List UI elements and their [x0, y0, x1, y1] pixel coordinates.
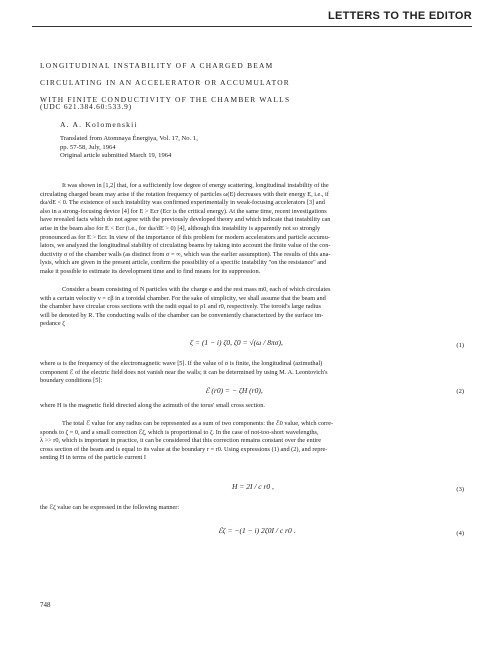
text-line: where ω is the frequency of the electromagnetic wave [5]. If the value of σ is finite, the longitudinal (azimuthal)	[40, 360, 323, 367]
header-rule	[32, 26, 472, 27]
text-line: lators, we analyzed the longitudinal stability of circulating beams by taking into account the finite value of the con-	[40, 242, 331, 250]
text-line: boundary conditions [5]:	[40, 377, 103, 385]
text-line: arise in the beam also for E < Ecr (i.e., for dω/dE > 0) [4], although this instability is apparently not so strongly	[40, 224, 321, 232]
text-line: the chamber have circular cross sections with the radii equal to ρ1 and r0, respectively. The toroid's large radius	[40, 303, 321, 311]
text-line: circulating charged beam may arise if the rotation frequency of particles ω(E) decreases with their energy E, i.e., if	[40, 190, 329, 198]
text-line: dω/dE < 0. The existence of such instability was confirmed experimentally in weak-focusing accelerators [3] and	[40, 199, 325, 207]
text-line: also in a strong-focusing device [4] for E > Ecr (Ecr is the critical energy). At the same time, recent investigations	[40, 207, 327, 215]
equation-3: H = 2I / c r0 ,	[232, 482, 274, 491]
equation-number: (2)	[456, 388, 464, 395]
text-line: have revealed facts which do not agree with the previously developed theory and which indicate that instability can	[40, 216, 331, 224]
equation-number: (3)	[456, 486, 464, 493]
udc-code: (UDC 621.384.60:533.9)	[40, 102, 132, 111]
equation-number: (1)	[456, 342, 464, 349]
equation-number: (4)	[456, 530, 464, 537]
title-line: LONGITUDINAL INSTABILITY OF A CHARGED BEAM	[40, 61, 274, 70]
text-line: make it possible to estimate its development time and to find means for its suppression.	[40, 267, 261, 275]
text-line: The total ℰ value for any radius can be represented as a sum of two components: the ℰ0 value, which corre-	[62, 420, 334, 427]
text-line: with a certain velocity v = cβ in a toroidal chamber. For the sake of simplicity, we shall assume that the beam and	[40, 294, 326, 302]
text-line: sponds to ζ = 0, and a small correction ℰζ, which is proportional to ζ. In the case of not-too-short wavelengths,	[40, 428, 319, 436]
section-header: LETTERS TO THE EDITOR	[327, 10, 472, 22]
text-line: lysis, which are given in the present article, confirm the possibility of a specific instability "on the resistance" and	[40, 259, 327, 267]
page-number: 748	[40, 601, 51, 609]
text-line: component ℰ of the electric field does not vanish near the walls; it can be determined by using M. A. Leontovich's	[40, 368, 328, 376]
text-line: pronounced as for E > Ecr. In view of the importance of this problem for modern accelerators and particle accumu-	[40, 233, 330, 241]
text-line: where H is the magnetic field directed along the azimuth of the torus' small cross section.	[40, 402, 265, 409]
paragraph-intro	[40, 182, 464, 277]
equation-4: ℰζ = −(1 − i) 2ζ0I / c r0 .	[218, 526, 296, 535]
meta-line: pp. 57-58, July, 1964	[60, 143, 116, 151]
author: A. A. Kolomenskii	[60, 120, 138, 129]
meta-line: Original article submitted March 19, 1964	[60, 152, 172, 160]
meta-line: Translated from Atomnaya Énergiya, Vol. 17, No. 1,	[60, 135, 198, 142]
text-line: It was shown in [1,2] that, for a sufficiently low degree of energy scattering, longitudinal instability of the	[62, 182, 329, 189]
title-line: WITH FINITE CONDUCTIVITY OF THE CHAMBER WALLS	[40, 95, 291, 104]
paragraph-beam	[40, 286, 464, 329]
text-line: pedance ζ	[40, 320, 65, 328]
paragraph-components	[40, 420, 464, 463]
equation-2: ℰ (r0) = − ζH (r0),	[205, 386, 263, 395]
text-line: Consider a beam consisting of N particles with the charge e and the rest mass m0, each of which circulates	[62, 286, 331, 293]
paragraph-magnetic	[40, 402, 464, 411]
text-line: ductivity σ of the chamber walls (as distinct from σ = ∞, which was the earlier assumption). The results of this ana-	[40, 250, 331, 258]
text-line: senting H in terms of the particle current I	[40, 454, 146, 462]
paragraph-correction	[40, 504, 464, 513]
text-line: cross section of the beam and is equal to its value at the boundary r = r0. Using expressions (1) and (2), and repre-	[40, 445, 328, 453]
paragraph-boundary	[40, 360, 464, 386]
article-title	[40, 57, 290, 108]
title-line: CIRCULATING IN AN ACCELERATOR OR ACCUMULATOR	[40, 78, 290, 87]
text-line: λ >> r0, which is important in practice, it can be considered that this correction remains constant over the entire	[40, 437, 322, 445]
text-line: the ℰζ value can be expressed in the following manner:	[40, 504, 180, 511]
translation-meta	[60, 135, 198, 161]
equation-1: ζ = (1 − i) ζ0, ζ0 = √(ω / 8πσ),	[190, 338, 283, 347]
text-line: will be denoted by R. The conducting walls of the chamber can be conveniently characterized by the surface im-	[40, 311, 324, 319]
